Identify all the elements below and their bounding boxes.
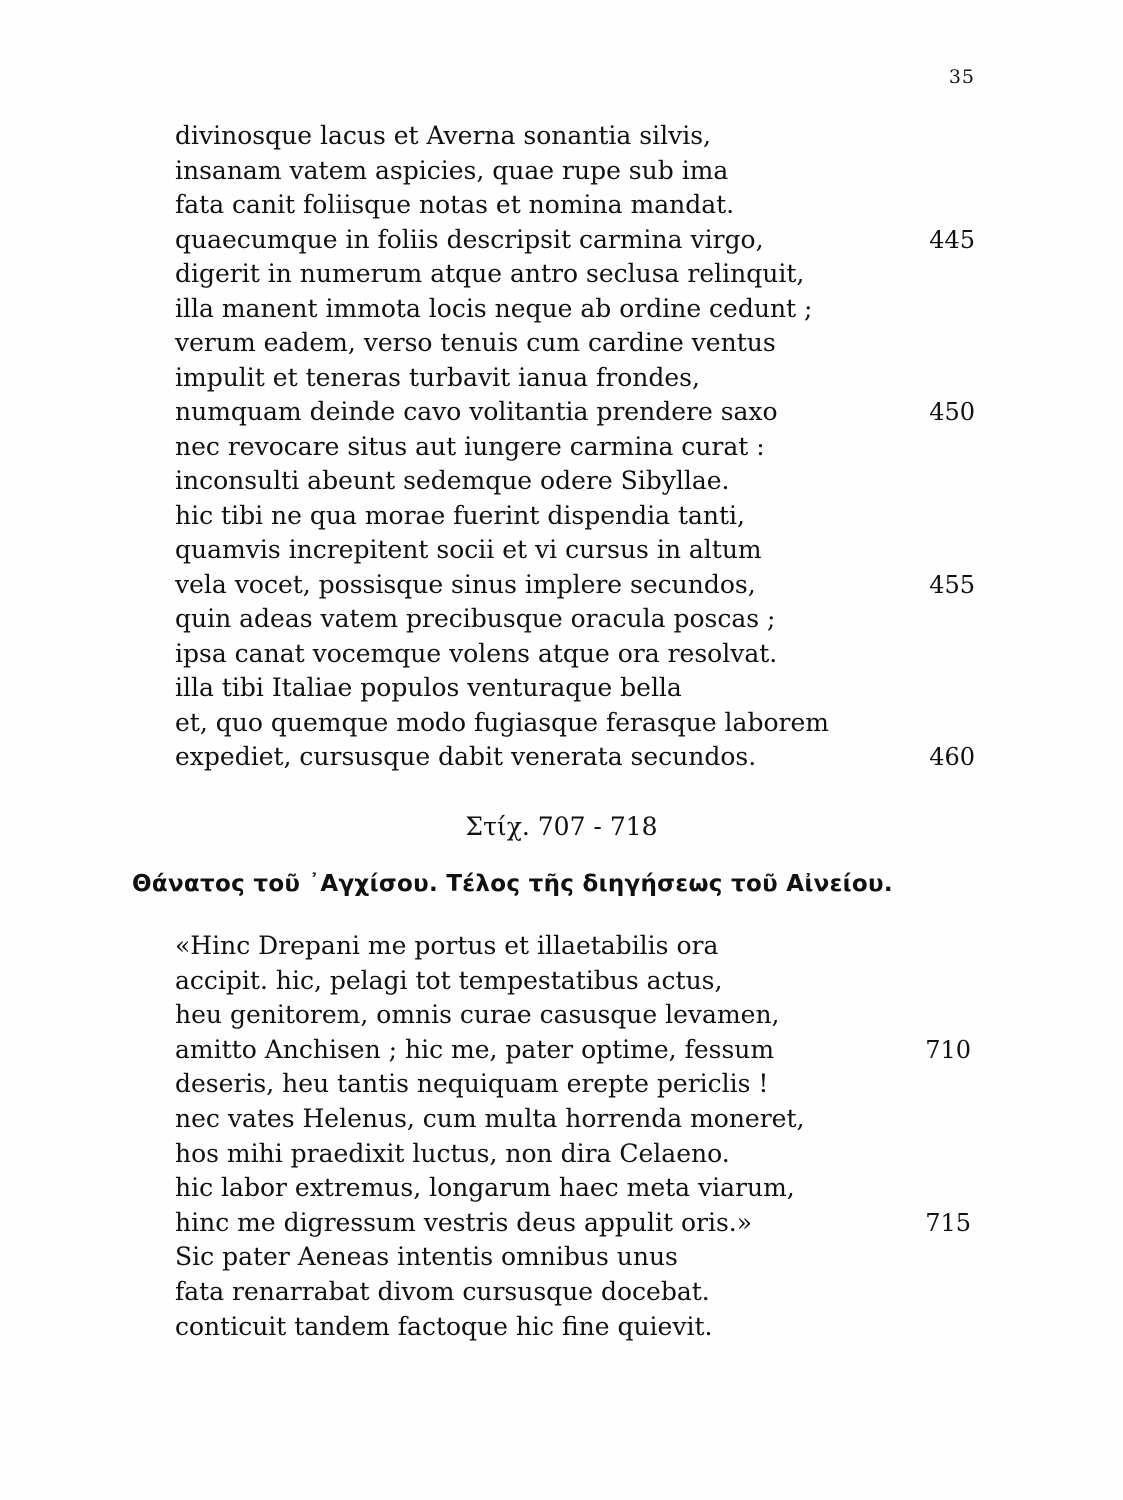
verse-text: illa tibi Italiae populos venturaque bella — [175, 673, 682, 702]
line-number: 455 — [929, 570, 975, 599]
page-number: 35 — [948, 66, 975, 88]
verse-line — [175, 740, 975, 775]
verse-line — [175, 533, 975, 568]
verse-text: quaecumque in foliis descripsit carmina virgo, — [175, 224, 764, 254]
verse-line — [175, 326, 975, 361]
verse-line — [175, 154, 975, 189]
verse-line — [175, 464, 975, 499]
verse-line — [175, 671, 975, 706]
verse-line — [175, 1067, 975, 1102]
verse-text: hos mihi praedixit luctus, non dira Celaeno. — [175, 1138, 730, 1168]
verse-text: expediet, cursusque dabit venerata secundos. — [175, 742, 757, 771]
verse-line — [175, 964, 975, 999]
verse-line — [175, 499, 975, 534]
verse-line — [175, 998, 975, 1033]
verse-text: amitto Anchisen ; hic me, pater optime, fessum — [175, 1034, 775, 1064]
verse-text: impulit et teneras turbavit ianua frondes, — [175, 362, 700, 392]
verse-text: «Hinc Drepani me portus et illaetabilis ora — [175, 931, 719, 960]
verse-text: heu genitorem, omnis curae casusque levamen, — [175, 1000, 780, 1030]
verse-text: vela vocet, possisque sinus implere secundos, — [175, 569, 756, 599]
verse-passage-1 — [175, 119, 975, 775]
verse-text: hic tibi ne qua morae fuerint dispendia tanti, — [175, 500, 745, 530]
verse-text: illa manent immota locis neque ab ordine cedunt ; — [175, 293, 813, 323]
verse-line — [175, 1171, 975, 1206]
verse-line — [175, 1102, 975, 1137]
verse-line — [175, 1240, 975, 1275]
verse-text: nec vates Helenus, cum multa horrenda moneret, — [175, 1103, 805, 1133]
verse-text: fata canit foliisque notas et nomina mandat. — [175, 190, 735, 219]
verse-line — [175, 223, 975, 258]
verse-text: hinc me digressum vestris deus appulit oris.» — [175, 1207, 753, 1237]
verse-text: deseris, heu tantis nequiquam erepte periclis ! — [175, 1069, 769, 1099]
verse-text: numquam deinde cavo volitantia prendere saxo — [175, 397, 778, 426]
verse-text: accipit. hic, pelagi tot tempestatibus actus, — [175, 965, 723, 995]
verse-text: quin adeas vatem precibusque oracula poscas ; — [175, 604, 776, 633]
verse-text: insanam vatem aspicies, quae rupe sub ima — [175, 155, 729, 185]
verse-line — [175, 1033, 975, 1068]
section-reference: Στίχ. 707 - 718 — [465, 812, 658, 841]
verse-line — [175, 1206, 975, 1241]
verse-line — [175, 188, 975, 223]
line-number: 450 — [929, 398, 975, 426]
verse-text: divinosque lacus et Averna sonantia silvis, — [175, 121, 711, 150]
verse-line — [175, 119, 975, 154]
verse-text: inconsulti abeunt sedemque odere Sibyllae. — [175, 466, 730, 495]
verse-line — [175, 361, 975, 396]
verse-line — [175, 1310, 975, 1345]
verse-text: Sic pater Aeneas intentis omnibus unus — [175, 1242, 678, 1272]
verse-line — [175, 292, 975, 327]
verse-text: nec revocare situs aut iungere carmina curat : — [175, 431, 765, 461]
verse-line — [175, 1137, 975, 1172]
verse-text: hic labor extremus, longarum haec meta viarum, — [175, 1173, 795, 1203]
verse-line — [175, 257, 975, 292]
line-number: 445 — [929, 225, 975, 254]
line-number: 460 — [929, 743, 975, 771]
line-number: 715 — [925, 1208, 971, 1237]
verse-text: ipsa canat vocemque volens atque ora resolvat. — [175, 638, 778, 668]
verse-line — [175, 1275, 975, 1310]
line-number: 710 — [925, 1035, 971, 1064]
verse-text: quamvis increpitent socii et vi cursus in altum — [175, 535, 762, 564]
verse-text: fata renarrabat divom cursusque docebat. — [175, 1276, 710, 1306]
verse-text: verum eadem, verso tenuis cum cardine ventus — [175, 328, 776, 357]
verse-line — [175, 568, 975, 603]
verse-passage-2 — [175, 929, 975, 1344]
section-heading: Θάνατος τοῦ ᾿Αγχίσου. Τέλος τῆς διηγήσεως τοῦ Αἰνείου. — [132, 871, 893, 897]
verse-line — [175, 395, 975, 430]
verse-line — [175, 430, 975, 465]
verse-text: et, quo quemque modo fugiasque ferasque laborem — [175, 707, 829, 737]
verse-text: conticuit tandem factoque hic fine quievit. — [175, 1311, 713, 1341]
verse-line — [175, 637, 975, 672]
verse-text: digerit in numerum atque antro seclusa relinquit, — [175, 259, 805, 288]
verse-line — [175, 706, 975, 741]
verse-line — [175, 602, 975, 637]
verse-line — [175, 929, 975, 964]
